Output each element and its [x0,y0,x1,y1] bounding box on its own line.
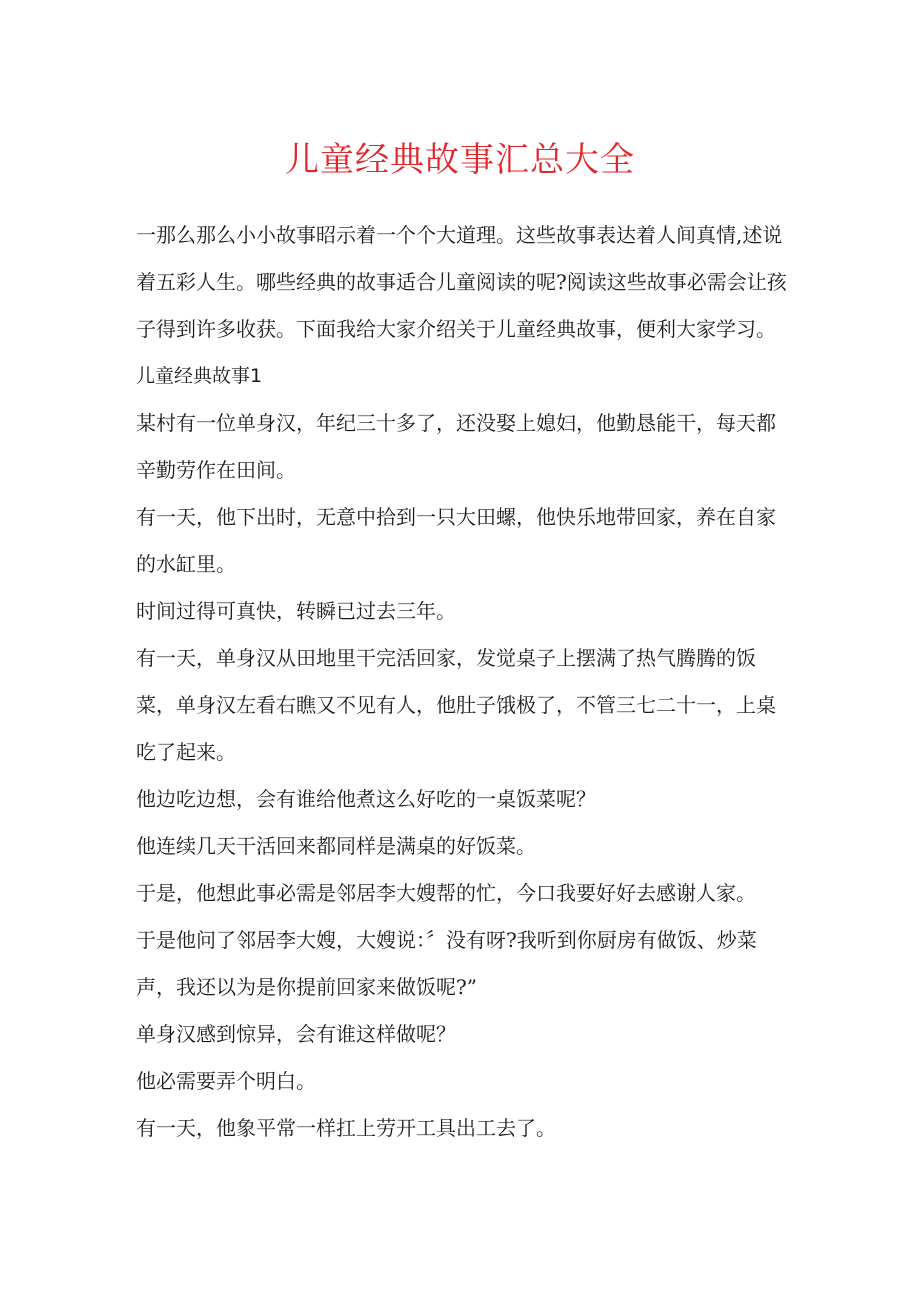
paragraph: 于是他问了邻居李大嫂，大嫂说：〞没有呀?我听到你厨房有做饭、炒菜 声，我还以为是你提前回家来做饭呢?” [136,928,757,999]
paragraph: 他必需要弄个明白。 [136,1069,316,1093]
document-title: 儿童经典故事汇总大全 [285,140,635,180]
paragraph: 有一天，单身汉从田地里干完活回家，发觉桌子上摆满了热气腾腾的饭 菜，单身汉左看右瞧又不见有人，他肚子饿极了，不管三七二十一，上桌 吃了起来。 [136,646,776,764]
paragraph: 他边吃边想，会有谁给他煮这么好吃的一桌饭菜呢？ [136,787,596,811]
document-body [136,212,796,1152]
paragraph: 于是，他想此事必需是邻居李大嫂帮的忙，今口我要好好去感谢人家。 [136,881,756,905]
section-heading: 儿童经典故事1 [136,365,263,387]
paragraph: 有一天，他下出时，无意中拾到一只大田螺，他快乐地带回家，养在自家 的水缸里。 [136,505,776,576]
paragraph: 有一天，他象平常一样扛上劳开工具出工去了。 [136,1116,556,1140]
paragraph: 某村有一位单身汉，年纪三十多了，还没娶上媳妇，他勤恳能干，每天都 辛勤劳作在田间。 [136,411,776,482]
paragraph: 他连续几天干活回来都同样是满桌的好饭菜。 [136,834,536,858]
intro-paragraph: 一那么那么小小故事昭示着一个个大道理。这些故事表达着人间真情,述说 着五彩人生。哪些经典的故事适合儿童阅读的呢?阅读这些故事必需会让孩 子得到许多收获。下面我给大家介绍关于儿童经典故事，便利大家学习。 [136,223,787,341]
paragraph: 单身汉感到惊异，会有谁这样做呢？ [136,1022,456,1046]
paragraph: 时间过得可真快，转瞬已过去三年。 [136,599,456,623]
